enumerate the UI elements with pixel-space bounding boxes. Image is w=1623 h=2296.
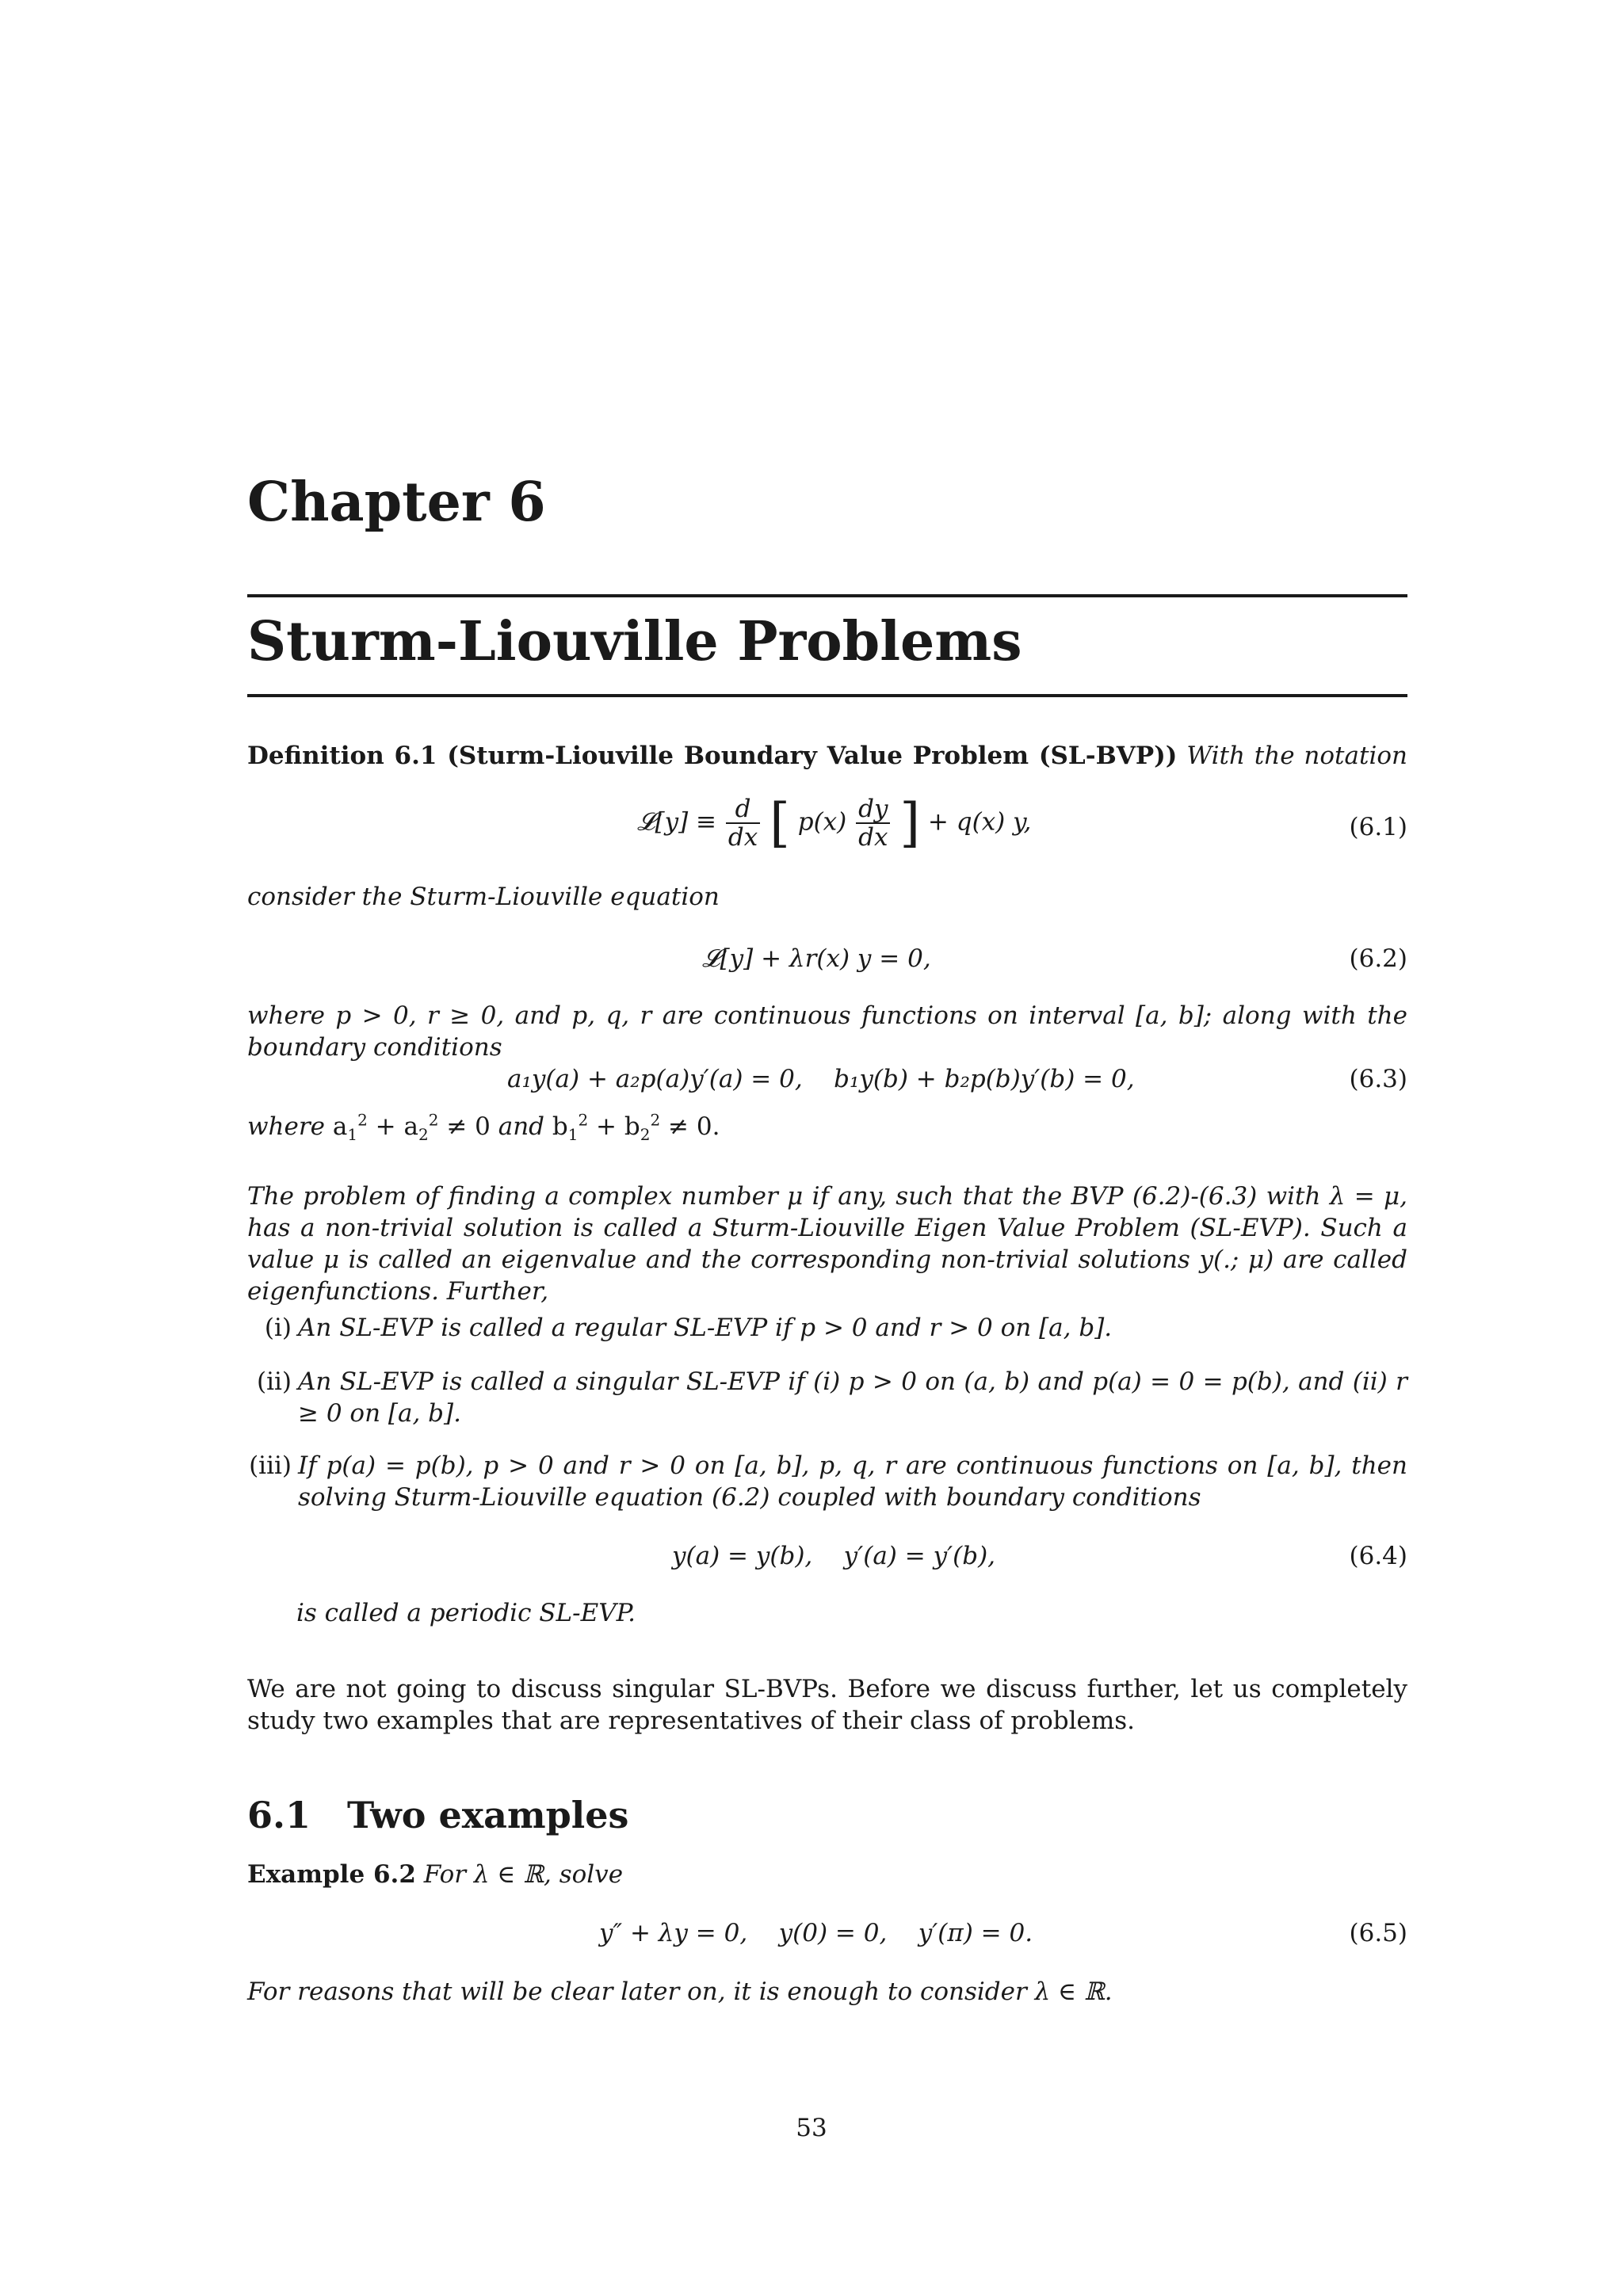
section-title: Two examples [347, 1794, 629, 1836]
equation-6-5 [247, 1917, 1407, 1949]
chapter-rule-bottom [247, 694, 1407, 697]
chapter-label: Chapter 6 [247, 471, 546, 534]
definition-item-3-label: (iii) [249, 1451, 292, 1480]
definition-item-1-text: An SL-EVP is called a regular SL-EVP if p > 0 and r > 0 on [a, b]. [298, 1314, 1113, 1342]
equation-6-5-body: y″ + λy = 0, y(0) = 0, y′(π) = 0. [599, 1919, 1033, 1947]
definition-item-3-tail: is called a periodic SL-EVP. [296, 1599, 636, 1627]
chapter-rule-top [247, 594, 1407, 597]
definition-head: Definition 6.1 (Sturm-Liouville Boundary Value Problem (SL-BVP)) [247, 742, 1178, 770]
example-head: Example 6.2 [247, 1860, 416, 1889]
equation-6-1-body: 𝓛[y] ≡ $\frac{d}{dx}$ [ p(x) $\frac{dy}{dx}$ ] + q(x) y, [637, 792, 1032, 853]
definition-intro: With the notation [1186, 742, 1407, 770]
section-number: 6.1 [247, 1794, 311, 1836]
equation-6-4-number: (6.4) [1349, 1542, 1407, 1570]
equation-6-2-number: (6.2) [1349, 944, 1407, 973]
equation-6-3-number: (6.3) [1349, 1065, 1407, 1093]
definition-where-2-prefix: where [247, 1112, 326, 1141]
definition-item-2-text: An SL-EVP is called a singular SL-EVP if (i) p > 0 on (a, b) and p(a) = 0 = p(b), and (ii) r ≥ 0 on [a, b]. [298, 1367, 1407, 1428]
definition-item-2-label: (ii) [256, 1367, 292, 1396]
example-text: For λ ∈ ℝ, solve [423, 1860, 624, 1889]
example-after: For reasons that will be clear later on, it is enough to consider λ ∈ ℝ. [247, 1978, 1113, 2006]
equation-6-2 [247, 943, 1407, 974]
definition-where-1: where p > 0, r ≥ 0, and p, q, r are continuous functions on interval [a, b]; along with the boundary conditions [247, 1001, 1407, 1062]
page-number: 53 [796, 2114, 827, 2142]
definition-after-eq1: consider the Sturm-Liouville equation [247, 883, 720, 911]
definition-item-3-text: If p(a) = p(b), p > 0 and r > 0 on [a, b], p, q, r are continuous functions on [a, b], then solving Sturm-Liouville equation (6.2) coupled with boundary conditions [298, 1451, 1407, 1512]
definition-where-2: where $a_1^2 + a_2^2 \ne 0$ and $b_1^2 + b_2^2 \ne 0$. [247, 1110, 720, 1145]
equation-6-3-body: a₁y(a) + a₂p(a)y′(a) = 0, b₁y(b) + b₂p(b)y′(b) = 0, [507, 1065, 1135, 1093]
equation-6-3 [247, 1063, 1407, 1095]
definition-paragraph: The problem of finding a complex number μ if any, such that the BVP (6.2)-(6.3) with λ = μ, has a non-trivial solution is called a Sturm-Liouville Eigen Value Problem (SL-EVP). Such a value μ is called an eigenvalue and the corresponding non-trivial solutions y(.; μ) are called eigenfunctions. Further, [247, 1182, 1407, 1306]
equation-6-2-body: 𝓛[y] + λr(x) y = 0, [702, 944, 931, 973]
section-heading [247, 1794, 629, 1836]
equation-6-1-number: (6.1) [1349, 813, 1407, 841]
definition-item-1-label: (i) [264, 1314, 292, 1342]
equation-6-1 [247, 792, 1407, 859]
equation-6-4-body: y(a) = y(b), y′(a) = y′(b), [672, 1542, 996, 1570]
equation-6-4 [247, 1540, 1407, 1572]
example-heading-line [247, 1859, 1407, 1890]
body-paragraph: We are not going to discuss singular SL-BVPs. Before we discuss further, let us completely study two examples that are representatives of their class of problems. [247, 1675, 1407, 1735]
definition-heading-line [247, 740, 1407, 772]
equation-6-5-number: (6.5) [1349, 1919, 1407, 1947]
chapter-title: Sturm-Liouville Problems [247, 610, 1022, 673]
